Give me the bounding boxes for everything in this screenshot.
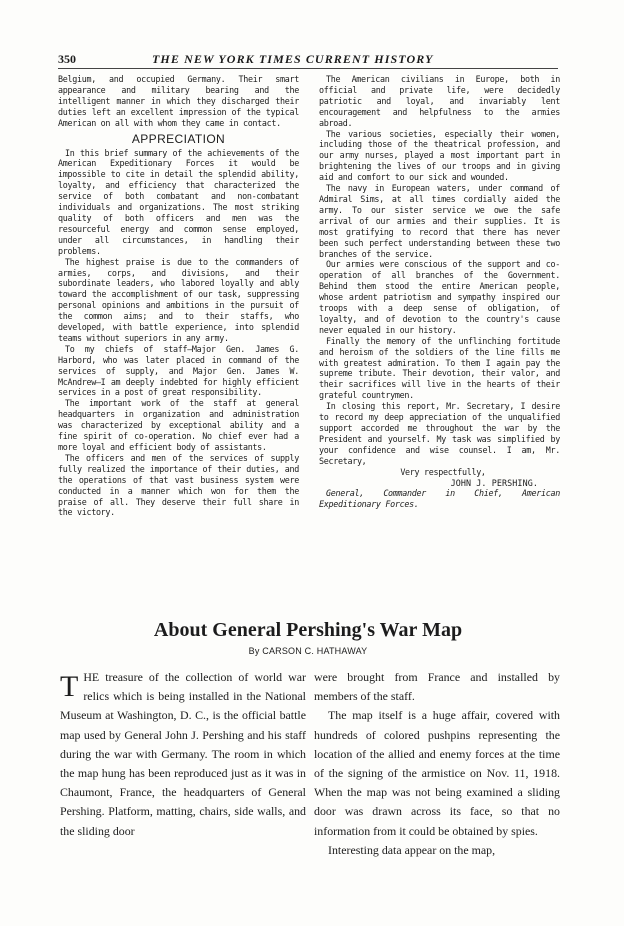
report-paragraph: The highest praise is due to the commanders of armies, corps, and divisions, and their subordinate leaders, who labored loyally and ably toward the accomplishment of our task, suppressing personal opinions and ambitions in the pursuit of the common aims; and to their staffs, who developed, with battle experience, into splendid teams without superiors in any army. [58, 256, 299, 343]
report-paragraph: To my chiefs of staff—Major Gen. James G. Harbord, who was later placed in command of the services of supply, and Major Gen. James W. McAndrew—I am deeply indebted for highly efficient services in a post of great responsibility. [58, 343, 299, 398]
article-first-paragraph-text: HE treasure of the collection of world war relics which is being installed in the National Museum at Washington, D. C., is the official battle map used by General John J. Pershing and his staff during the war with Germany. The room in which the map hung has been reproduced just as it was in Chaumont, France, the headquarters of General Pershing. Platform, matting, chairs, side walls, and the sliding door [60, 670, 306, 838]
article-left-column [60, 668, 306, 841]
page-number: 350 [58, 52, 76, 66]
report-paragraph: The navy in European waters, under command of Admiral Sims, at all times cordially aided the army. To our sister service we owe the safe arrival of our armies and their supplies. It is most gratifying to record that there has never been such perfect understanding between these two branches of the service. [319, 183, 560, 259]
signature-name: JOHN J. PERSHING. [450, 477, 538, 488]
report-paragraph: In this brief summary of the achievements of the American Expeditionary Forces it would be impossible to cite in detail the splendid ability, loyalty, and efficiency that characterized the service of both combatant and non-combatant individuals and organizations. The most striking quality of both officers and men was the resourceful energy and common sense employed, under all circumstances, in handling their problems. [58, 147, 299, 256]
article-continuation: were brought from France and installed by members of the staff. [314, 670, 560, 704]
running-head [58, 50, 558, 69]
report-lead-paragraph: Belgium, and occupied Germany. Their smart appearance and military bearing and the intelligent manner in which they discharged their duties left an excellent impression of the typical American on all with whom they came in contact. [58, 74, 299, 128]
report-right-column [319, 74, 560, 510]
report-paragraph: The American civilians in Europe, both in official and private life, were decidedly patriotic and loyal, and invariably lent encouragement and helpfulness to the armies abroad. [319, 74, 560, 128]
report-paragraph: Finally the memory of the unflinching fortitude and heroism of the soldiers of the line fills me with greatest admiration. To them I again pay the supreme tribute. Their devotion, their valor, and their sacrifices will live in the hearts of their grateful countrymen. [319, 335, 560, 401]
article-right-column [314, 668, 560, 860]
report-paragraph: The various societies, especially their women, including those of the theatrical profession, and our army nurses, played a most important part in brightening the lives of our troops and in giving aid and comfort to our sick and wounded. [319, 128, 560, 183]
journal-title: THE NEW YORK TIMES CURRENT HISTORY [152, 52, 434, 66]
article-byline: By CARSON C. HATHAWAY [248, 646, 368, 656]
appreciation-heading: APPRECIATION [131, 131, 226, 146]
drop-cap: T [60, 670, 79, 703]
report-left-column [58, 74, 299, 518]
closing-salutation: Very respectfully, [400, 466, 486, 477]
report-paragraph: The officers and men of the services of supply fully realized the importance of their duties, and the operations of that vast business system were conducted in a manner which won for them the praise of all. They deserve their full share in the victory. [58, 452, 299, 518]
article-paragraph: The map itself is a huge affair, covered with hundreds of colored pushpins representing the location of the allied and enemy forces at the time of the signing of the armistice on Nov. 11, 1918. When the map was not being examined a sliding door was drawn across its face, so that no information from it could be obtained by spies. [314, 708, 560, 838]
article-paragraph: Interesting data appear on the map, [328, 842, 496, 857]
article-title: About General Pershing's War Map [153, 619, 463, 641]
article-first-paragraph [60, 668, 306, 841]
report-paragraph: Our armies were conscious of the support and co-operation of all branches of the Government. Behind them stood the entire American people, whose ardent patriotism and sympathy inspired our troops with a deep sense of obligation, of loyalty, and of devotion to the country's cause never equaled in our history. [319, 259, 560, 335]
signature-title: General, Commander in Chief, American Expeditionary Forces. [319, 488, 560, 510]
report-paragraph: In closing this report, Mr. Secretary, I desire to record my deep appreciation of the unqualified support accorded me throughout the war by the President and yourself. My task was simplified by your confidence and wise counsel. I am, Mr. Secretary, [319, 401, 560, 466]
report-paragraph: The important work of the staff at general headquarters in organization and administration was characterized by exceptional ability and a fine spirit of co-operation. No chief ever had a more loyal and efficient body of assistants. [58, 398, 299, 452]
